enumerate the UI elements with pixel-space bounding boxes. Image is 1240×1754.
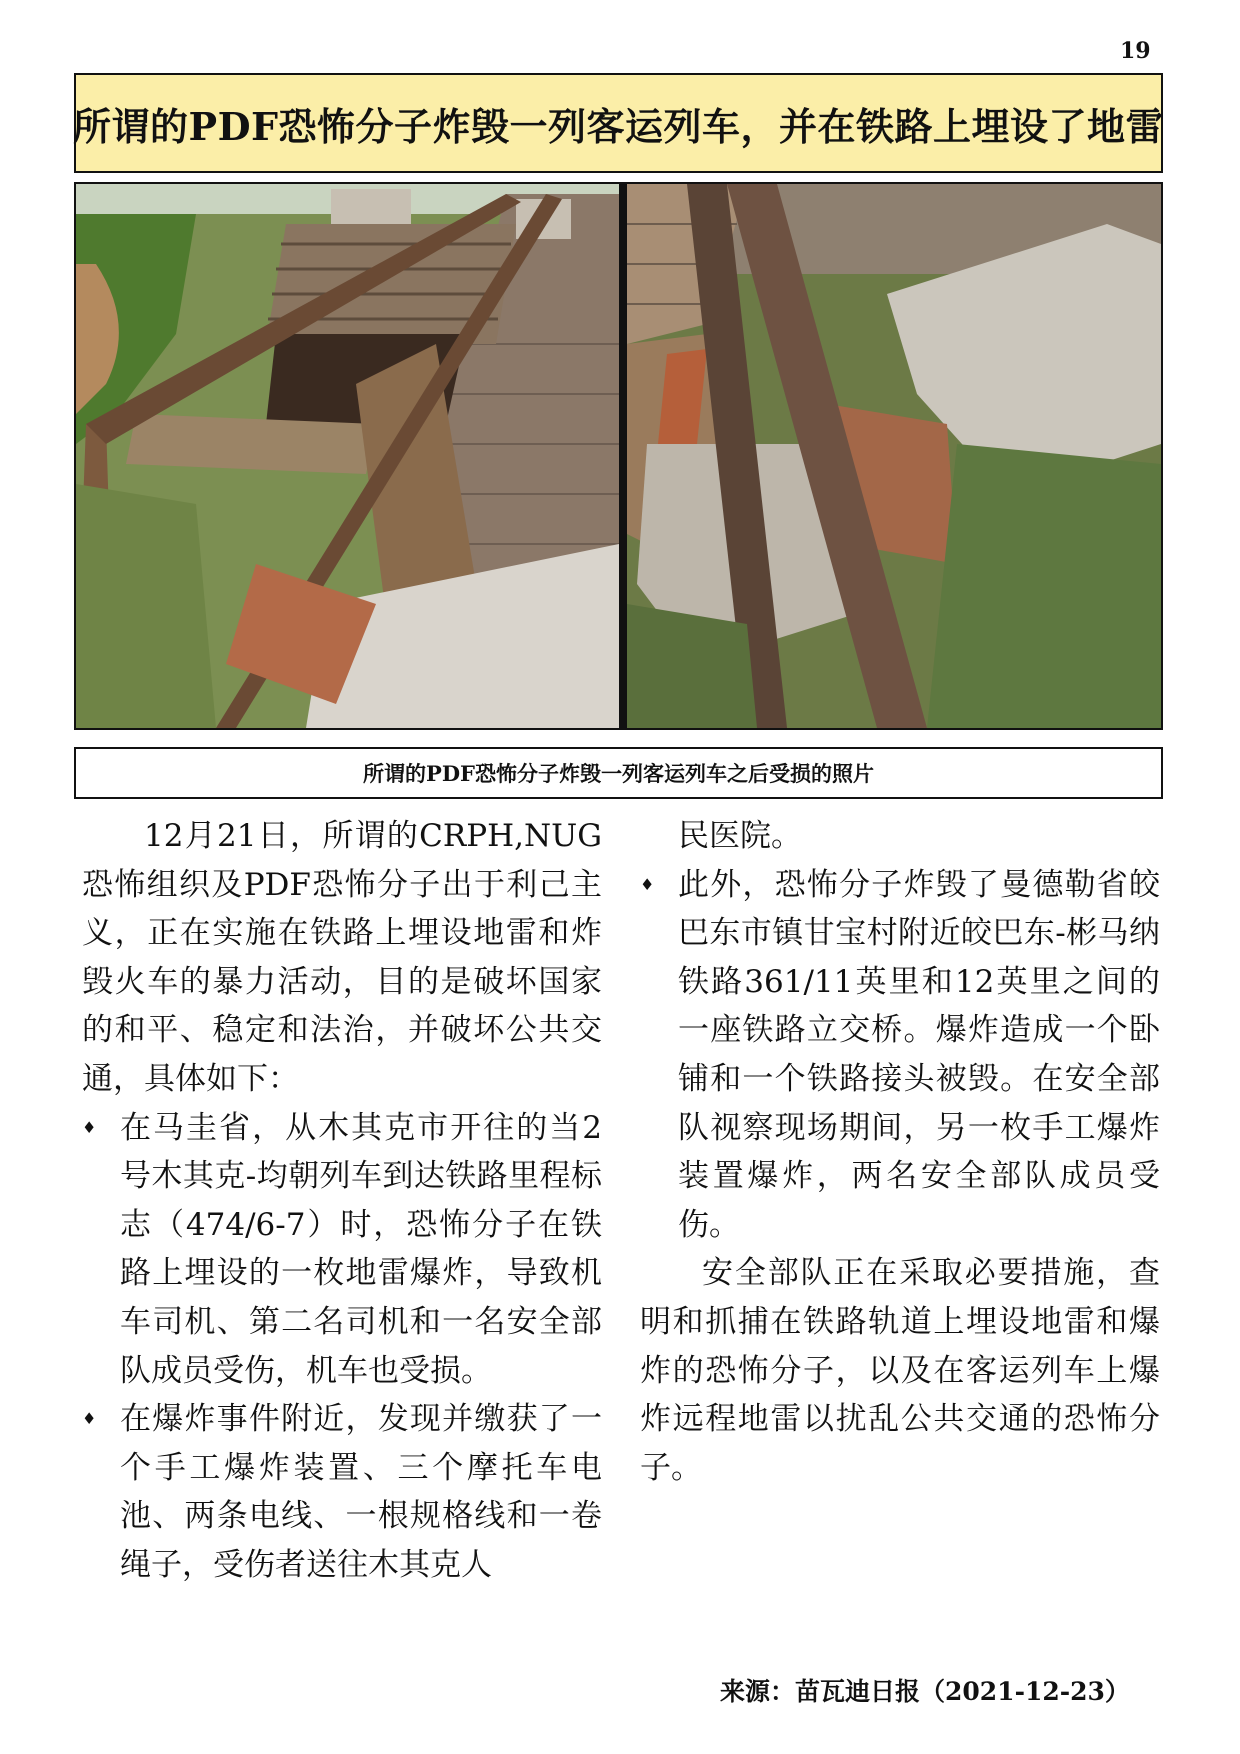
body-column-right [640,812,1160,1492]
diamond-bullet-icon: ♦ [82,1409,97,1429]
source-credit: 来源：苗瓦迪日报（2021-12-23） [720,1677,1130,1706]
bullet-item-2-continued: 民医院。 [678,818,802,854]
intro-paragraph: 12月21日，所谓的CRPH,NUG恐怖组织及PDF恐怖分子出于利己主义，正在实施在铁路上埋设地雷和炸毁火车的暴力活动，目的是破坏国家的和平、稳定和法治，并破坏公共交通，具体如下： [82,818,602,1097]
photo-rail-damage [627,184,1161,728]
photo-bridge-damage [76,184,619,728]
diamond-bullet-icon: ♦ [82,1117,97,1137]
bullet-item-2-text: 在爆炸事件附近，发现并缴获了一个手工爆炸装置、三个摩托车电池、两条电线、一根规格线和一卷绳子，受伤者送往木其克人 [120,1401,602,1583]
page-number: 19 [1120,38,1151,64]
bullet-item-3 [640,861,1160,1250]
headline: 所谓的PDF恐怖分子炸毁一列客运列车，并在铁路上埋设了地雷 [74,73,1163,173]
bullet-item-2 [82,1395,602,1589]
photo-panel [74,182,1163,730]
photo-caption: 所谓的PDF恐怖分子炸毁一列客运列车之后受损的照片 [74,747,1163,799]
bullet-item-1-text: 在马圭省，从木其克市开往的当2号木其克-均朝列车到达铁路里程标志（474/6-7）时，恐怖分子在铁路上埋设的一枚地雷爆炸，导致机车司机、第二名司机和一名安全部队成员受伤，机车也受损。 [120,1109,602,1389]
body-column-left [82,812,602,1590]
bullet-item-1 [82,1104,602,1396]
closing-paragraph: 安全部队正在采取必要措施，查明和抓捕在铁路轨道上埋设地雷和爆炸的恐怖分子，以及在客运列车上爆炸远程地雷以扰乱公共交通的恐怖分子。 [640,1255,1160,1486]
bullet-item-3-text: 此外，恐怖分子炸毁了曼德勒省皎巴东市镇甘宝村附近皎巴东-彬马纳铁路361/11英里和12英里之间的一座铁路立交桥。爆炸造成一个卧铺和一个铁路接头被毁。在安全部队视察现场期间，另一枚手工爆炸装置爆炸，两名安全部队成员受伤。 [678,866,1160,1243]
diamond-bullet-icon: ♦ [640,874,655,894]
